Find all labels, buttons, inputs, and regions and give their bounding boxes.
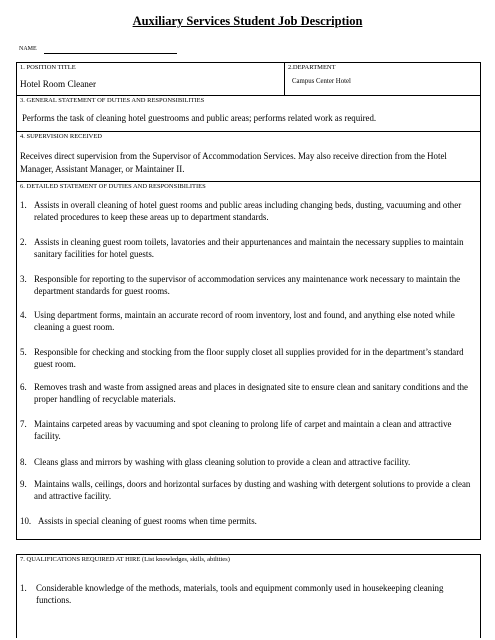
duty-number: 2. bbox=[20, 237, 27, 247]
general-statement-label: 3. GENERAL STATEMENT OF DUTIES AND RESPONSIBILITIES bbox=[20, 97, 205, 104]
duty-text: Using department forms, maintain an accurate record of room inventory, lost and found, and anything else noted while cleaning a guest room. bbox=[34, 310, 455, 332]
duty-text: Assists in special cleaning of guest rooms when time permits. bbox=[38, 516, 257, 526]
duty-number: 4. bbox=[20, 310, 27, 320]
qualifications-label: 7. QUALIFICATIONS REQUIRED AT HIRE (List knowledges, skills, abilities) bbox=[20, 556, 230, 563]
supervision-label: 4. SUPERVISION RECEIVED bbox=[20, 133, 102, 140]
qualification-item bbox=[20, 583, 480, 607]
qualification-text: Considerable knowledge of the methods, materials, tools and equipment commonly used in housekeeping cleaning functions. bbox=[36, 583, 444, 605]
duty-number: 7. bbox=[20, 419, 27, 429]
section-divider bbox=[16, 131, 481, 132]
section-divider bbox=[16, 181, 481, 182]
duty-number: 10. bbox=[20, 516, 32, 526]
supervision-text: Receives direct supervision from the Supervisor of Accommodation Services. May also receive direction from the Hotel Manager, Assistant Manager, or Maintainer II. bbox=[20, 151, 447, 174]
duty-text: Maintains walls, ceilings, doors and horizontal surfaces by dusting and washing with detergent solutions to provide a clean and attractive facility. bbox=[34, 479, 471, 501]
duty-number: 6. bbox=[20, 382, 27, 392]
department-label: 2.DEPARTMENT bbox=[288, 64, 336, 71]
name-label: NAME bbox=[19, 46, 37, 52]
duty-text: Responsible for reporting to the supervisor of accommodation services any maintenance work necessary to maintain the department standards for guest rooms. bbox=[34, 274, 461, 296]
duty-text: Responsible for checking and stocking from the floor supply closet all supplies provided for in the department’s standard guest room. bbox=[34, 347, 464, 369]
duty-text: Assists in cleaning guest room toilets, lavatories and their appurtenances and maintain the necessary supplies to maintain sanitary facilities for hotel guests. bbox=[34, 237, 464, 259]
qualification-number: 1. bbox=[20, 583, 27, 593]
duty-item bbox=[20, 274, 480, 298]
duty-item bbox=[20, 419, 480, 443]
document-title: Auxiliary Services Student Job Description bbox=[132, 14, 363, 28]
duty-item bbox=[20, 237, 480, 261]
duty-item bbox=[20, 457, 480, 469]
duty-item bbox=[20, 200, 480, 224]
duty-number: 5. bbox=[20, 347, 27, 357]
duty-text: Cleans glass and mirrors by washing with glass cleaning solution to provide a clean and attractive facility. bbox=[34, 457, 411, 467]
duty-item bbox=[20, 516, 480, 528]
duty-item bbox=[20, 347, 480, 371]
position-department-divider bbox=[284, 62, 285, 95]
duty-number: 3. bbox=[20, 274, 27, 284]
duty-item bbox=[20, 382, 480, 406]
duty-text: Maintains carpeted areas by vacuuming and spot cleaning to prolong life of carpet and maintain a clean and attractive facility. bbox=[34, 419, 452, 441]
duty-text: Removes trash and waste from assigned areas and places in designated site to ensure clean and sanitary conditions and the proper handling of recyclable materials. bbox=[34, 382, 468, 404]
position-title-value[interactable]: Hotel Room Cleaner bbox=[20, 79, 97, 89]
name-field-line[interactable] bbox=[44, 53, 177, 54]
detailed-duties-label: 6. DETAILED STATEMENT OF DUTIES AND RESPONSIBILITIES bbox=[20, 183, 206, 190]
department-value[interactable]: Campus Center Hotel bbox=[292, 78, 351, 85]
section-divider bbox=[16, 95, 481, 96]
duty-item bbox=[20, 479, 480, 503]
duty-text: Assists in overall cleaning of hotel guest rooms and public areas including changing beds, dusting, vacuuming and other related procedures to keep these areas up to department standards. bbox=[34, 200, 462, 222]
position-title-label: 1. POSITION TITLE bbox=[20, 64, 76, 71]
general-statement-text: Performs the task of cleaning hotel guestrooms and public areas; performs related work as required. bbox=[22, 113, 377, 123]
duty-number: 9. bbox=[20, 479, 27, 489]
duty-number: 8. bbox=[20, 457, 27, 467]
duty-item bbox=[20, 310, 480, 334]
duty-number: 1. bbox=[20, 200, 27, 210]
